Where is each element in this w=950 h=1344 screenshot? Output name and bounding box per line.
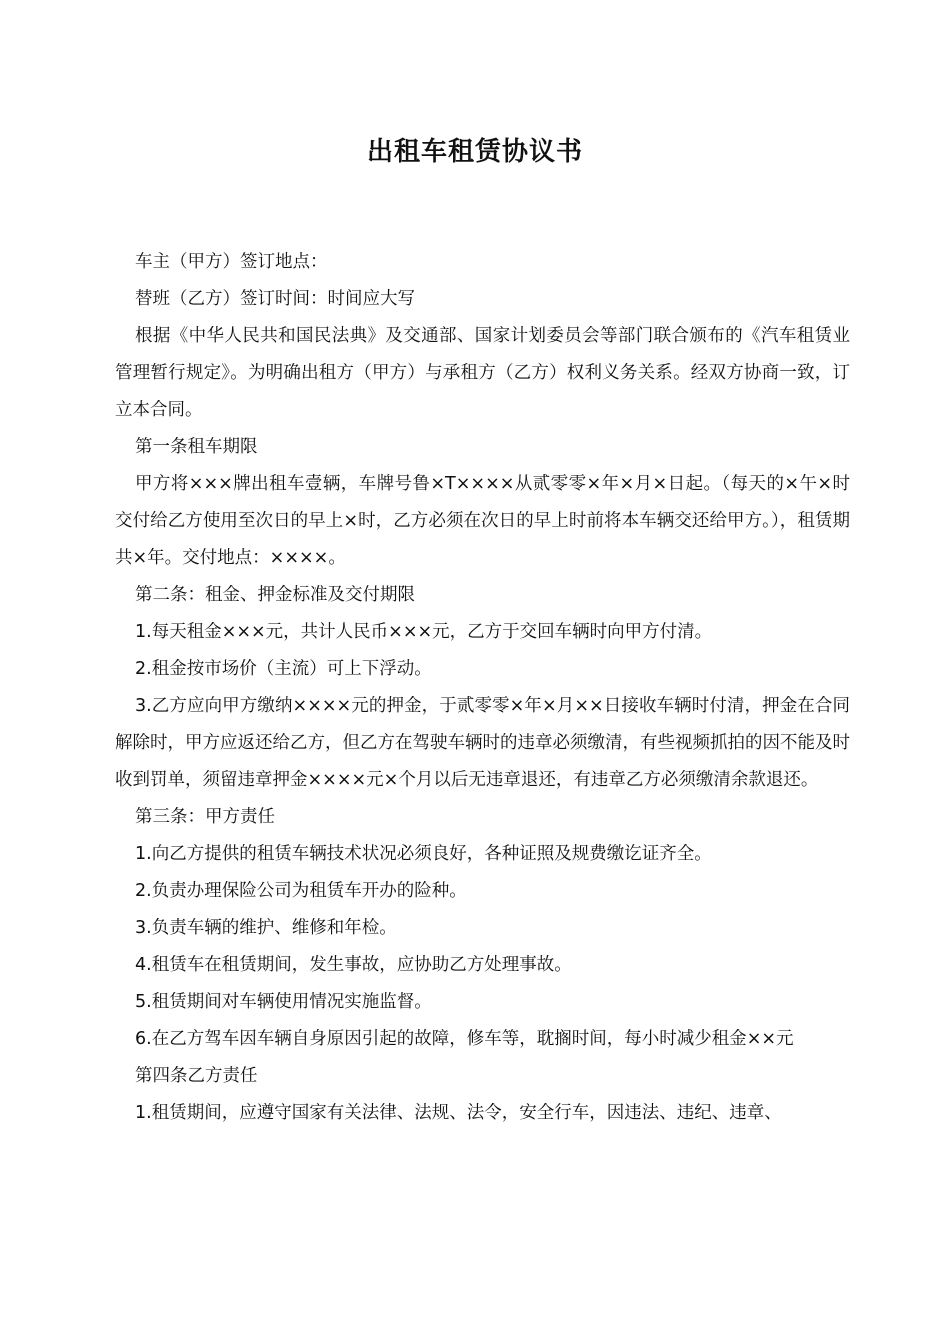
- article-2-item-1: 1.每天租金×××元，共计人民币×××元，乙方于交回车辆时向甲方付清。: [135, 622, 713, 642]
- article-2-item-2: 2.租金按市场价（主流）可上下浮动。: [135, 659, 432, 679]
- article-3-item-3: 3.负责车辆的维护、维修和年检。: [135, 918, 397, 938]
- article-3-item-4: 4.租赁车在租赁期间，发生事故，应协助乙方处理事故。: [135, 955, 572, 975]
- article-2-item-3: 3.乙方应向甲方缴纳××××元的押金，于贰零零×年×月××日接收车辆时付清，押金在合同解除时，甲方应返还给乙方，但乙方在驾驶车辆时的违章必须缴清，有些视频抓拍的因不能及时收到罚单，须留违章押金××××元×个月以后无违章退还，有违章乙方必须缴清余款退还。: [115, 696, 850, 790]
- article-2-heading: 第二条：租金、押金标准及交付期限: [135, 585, 415, 605]
- paragraph-owner-location: 车主（甲方）签订地点：: [135, 252, 328, 272]
- paragraph-substitute-time: 替班（乙方）签订时间：时间应大写: [135, 289, 415, 309]
- article-3-item-2: 2.负责办理保险公司为租赁车开办的险种。: [135, 881, 467, 901]
- article-3-item-5: 5.租赁期间对车辆使用情况实施监督。: [135, 992, 432, 1012]
- paragraph-preamble: 根据《中华人民共和国民法典》及交通部、国家计划委员会等部门联合颁布的《汽车租赁业管理暂行规定》。为明确出租方（甲方）与承租方（乙方）权利义务关系。经双方协商一致，订立本合同。: [115, 326, 850, 420]
- article-3-item-6: 6.在乙方驾车因车辆自身原因引起的故障，修车等，耽搁时间，每小时减少租金××元: [135, 1029, 794, 1049]
- article-1-text: 甲方将×××牌出租车壹辆，车牌号鲁×T××××从贰零零×年×月×日起。（每天的×午×时交付给乙方使用至次日的早上×时，乙方必须在次日的早上时前将本车辆交还给甲方。），租赁期共×年。交付地点：××××。: [115, 474, 850, 568]
- document-body: [115, 244, 850, 1132]
- article-4-item-1: 1.租赁期间，应遵守国家有关法律、法规、法令，安全行车，因违法、违纪、违章、: [135, 1103, 782, 1123]
- article-1-heading: 第一条租车期限: [135, 437, 258, 457]
- article-3-item-1: 1.向乙方提供的租赁车辆技术状况必须良好，各种证照及规费缴讫证齐全。: [135, 844, 712, 864]
- article-3-heading: 第三条：甲方责任: [135, 807, 275, 827]
- document-title: 出租车租赁协议书: [366, 137, 583, 167]
- article-4-heading: 第四条乙方责任: [135, 1066, 258, 1086]
